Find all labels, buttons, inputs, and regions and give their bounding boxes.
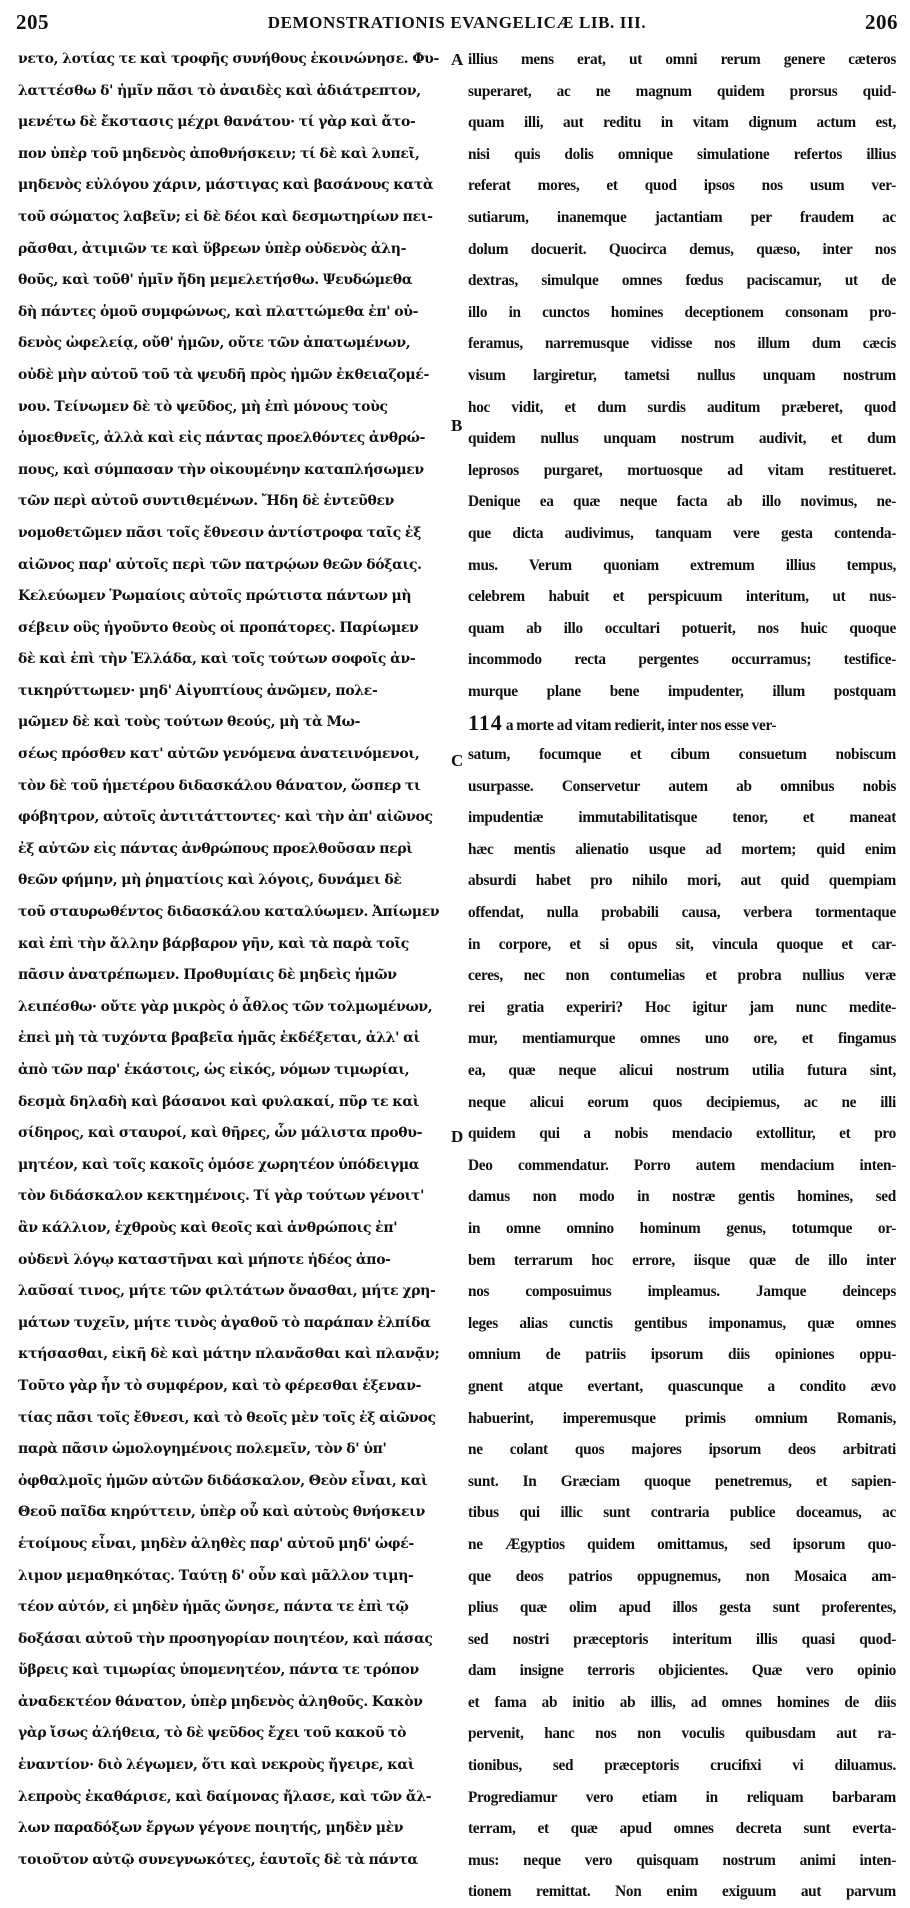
latin-line: dolum docuerit. Quocirca demus, quæso, inter nos xyxy=(468,240,896,258)
margin-letter-c: C xyxy=(451,751,464,770)
greek-line: αἰῶνος παρ' αὐτοῖς περὶ τῶν πατρῴων θεῶν δόξαις. xyxy=(18,556,422,573)
greek-line: τέον αὐτόν, εἰ μηδὲν ἡμᾶς ὤνησε, πάντα τε ἐπὶ τῷ xyxy=(18,1599,409,1616)
latin-line: dextras, simulque omnes fœdus paciscamur, ut de xyxy=(468,272,896,290)
greek-line: τὸν δὲ τοῦ ἡμετέρου διδασκάλου θάνατον, ὥσπερ τι xyxy=(18,777,421,794)
greek-line: μηδενὸς εὐλόγου χάριν, μάστιγας καὶ βασάνους κατὰ xyxy=(18,177,434,194)
latin-line: plius quæ olim apud illos gesta sunt proferentes, xyxy=(468,1599,896,1617)
latin-line: in omne omnino hominum genus, totumque or- xyxy=(468,1219,896,1237)
latin-line: que deos patrios oppugnemus, non Mosaica am- xyxy=(468,1567,896,1585)
latin-line: nos composuimus impleamus. Jamque deinceps xyxy=(468,1283,896,1301)
greek-line: πον ὑπὲρ τοῦ μηδενὸς ἀποθνήσκειν; τί δὲ καὶ λυπεῖ, xyxy=(18,145,420,162)
greek-line: τικηρύττωμεν· μηδ' Αἰγυπτίους ἀνῶμεν, πολε- xyxy=(18,682,378,699)
latin-line: leprosos purgaret, mortuosque ad vitam restitueret. xyxy=(468,461,896,479)
latin-line: quam illi, aut reditu in vitam dignum actum est, xyxy=(468,114,896,132)
margin-letter-d: D xyxy=(451,1127,464,1146)
latin-line: illo in cunctos homines deceptionem consonam pro- xyxy=(468,303,896,321)
latin-line: damus non modo in nostræ gentis homines, sed xyxy=(468,1188,896,1206)
latin-column xyxy=(468,44,896,1908)
greek-line: ὕβρεις καὶ τιμωρίας ὑπομενητέον, πάντα τε τρόπον xyxy=(18,1662,419,1679)
latin-line: feramus, narremusque vidisse nos illum dum cæcis xyxy=(468,335,896,353)
greek-line: φόβητρον, αὐτοῖς ἀντιτάττοντες· καὶ τὴν ἀπ' αἰῶνος xyxy=(18,809,433,826)
latin-line: usurpasse. Conservetur autem ab omnibus nobis xyxy=(468,777,896,795)
greek-line: θοῦς, καὶ τοῦθ' ἡμῖν ἤδη μεμελετήσθω. Ψευδώμεθα xyxy=(18,272,413,289)
greek-line: δεσμὰ δηλαδὴ καὶ βάσανοι καὶ φυλακαί, πῦρ τε καὶ xyxy=(18,1093,420,1110)
greek-line: ἀπὸ τῶν παρ' ἑκάστοις, ὡς εἰκός, νόμων τιμωρίαι, xyxy=(18,1062,410,1078)
latin-line: superaret, ac ne magnum quidem prorsus quid- xyxy=(468,82,896,100)
latin-line: quidem nullus unquam nostrum audivit, et dum xyxy=(468,430,896,448)
latin-line: pervenit, hanc nos non voculis quibusdam aut ra- xyxy=(468,1725,896,1743)
greek-line: λεπροὺς ἐκαθάρισε, καὶ δαίμονας ἤλασε, καὶ τῶν ἄλ- xyxy=(18,1788,432,1805)
latin-line: celebrem habuit et perspicuum interitum, ut nus- xyxy=(468,588,896,606)
greek-line: μάτων τυχεῖν, μήτε τινὸς ἀγαθοῦ τὸ παράπαν ἐλπίδα xyxy=(18,1314,431,1331)
greek-line: Θεοῦ παῖδα κηρύττειν, ὑπὲρ οὗ καὶ αὐτοὺς θνήσκειν xyxy=(18,1504,425,1521)
greek-line: σέβειν οὓς ἡγοῦντο θεοὺς οἱ προπάτορες. Παρίωμεν xyxy=(18,619,419,636)
latin-line: hæc mentis alienatio usque ad mortem; quid enim xyxy=(468,840,896,858)
latin-line: dam insigne terroris objicientes. Quæ vero opinio xyxy=(468,1662,896,1680)
latin-line: offendat, nulla probabili causa, verbera tormentaque xyxy=(468,904,896,922)
greek-line: ἀναδεκτέον θάνατον, ὑπὲρ μηδενὸς ἀληθοῦς. Κακὸν xyxy=(18,1693,423,1710)
latin-line: et fama ab initio ab illis, ad omnes homines de diis xyxy=(468,1693,896,1711)
latin-line: terram, et quæ apud omnes decreta sunt everta- xyxy=(468,1820,896,1838)
greek-line: παρὰ πᾶσιν ὡμολογημένοις πολεμεῖν, τὸν δ' ὑπ' xyxy=(18,1441,387,1458)
greek-line: ὀφθαλμοῖς ἡμῶν αὐτῶν διδάσκαλον, Θεὸν εἶναι, καὶ xyxy=(18,1472,428,1489)
latin-line: rei gratia experiri? Hoc igitur jam nunc medite- xyxy=(468,998,896,1016)
greek-line: τῶν περὶ αὐτοῦ συντιθεμένων. Ἤδη δὲ ἐντεῦθεν xyxy=(18,493,394,510)
greek-line: τοῦ σταυρωθέντος διδασκάλου καταλύωμεν. Ἀπίωμεν xyxy=(18,904,440,921)
latin-line: habuerint, imperemusque primis omnium Romanis, xyxy=(468,1409,896,1427)
greek-line: οὐδὲ μὴν αὐτοῦ τοῦ τὰ ψευδῆ πρὸς ἡμῶν ἐκθειαζομέ- xyxy=(18,366,429,383)
latin-line: absurdi habet pro nihilo mori, aut quid quempiam xyxy=(468,872,896,890)
latin-line: ne Ægyptios quidem omittamus, sed ipsorum quo- xyxy=(468,1535,896,1553)
page-reference-number: 114 xyxy=(468,710,503,736)
greek-line: ρᾶσθαι, ἀτιμιῶν τε καὶ ὕβρεων ὑπὲρ οὐδενὸς ἀλη- xyxy=(18,240,407,257)
latin-line: ceres, nec non contumelias et probra nullius veræ xyxy=(468,967,896,985)
greek-line: Κελεύωμεν Ῥωμαίοις αὐτοῖς πρώτιστα πάντων μὴ xyxy=(18,588,412,605)
latin-line-with-ref xyxy=(468,707,896,739)
greek-line: δὲ καὶ ἐπὶ τὴν Ἑλλάδα, καὶ τοῖς τούτων σοφοῖς ἀν- xyxy=(18,651,416,668)
latin-line: sutiarum, inanemque jactantiam per fraudem ac xyxy=(468,208,896,226)
latin-line: hoc vidit, et dum surdis auditum præberet, quod xyxy=(468,398,896,416)
greek-line: ὁμοεθνεῖς, ἀλλὰ καὶ εἰς πάντας προελθόντες ἀνθρώ- xyxy=(18,430,426,447)
greek-line: πᾶσιν ἀνατρέπωμεν. Προθυμίαις δὲ μηδεὶς ἡμῶν xyxy=(18,967,397,984)
latin-line: visum largiretur, tametsi nullus unquam nostrum xyxy=(468,366,896,384)
greek-line: νομοθετῶμεν πᾶσι τοῖς ἔθνεσιν ἀντίστροφα ταῖς ἐξ xyxy=(18,524,422,541)
latin-line: gnent atque evertant, quascunque a condito ævo xyxy=(468,1377,896,1395)
latin-line: quam ab illo occultari potuerit, nos huic quoque xyxy=(468,619,896,637)
greek-line: λειπέσθω· οὔτε γὰρ μικρὸς ὁ ἆθλος τῶν τολμωμένων, xyxy=(18,998,433,1015)
greek-line: ἐπεὶ μὴ τὰ τυχόντα βραβεῖα ἡμᾶς ἐκδέξεται, ἀλλ' αἱ xyxy=(18,1030,420,1047)
latin-line: tibus qui illic sunt contraria publice doceamus, ac xyxy=(468,1504,896,1522)
latin-line: sunt. In Græciam quoque penetremus, et sapien- xyxy=(468,1472,896,1490)
greek-line: τοῦ σώματος λαβεῖν; εἰ δὲ δέοι καὶ δεσμωτηρίων πει- xyxy=(18,208,433,225)
greek-line: τὸν διδάσκαλον κεκτημένοις. Τί γὰρ τούτων γένοιτ' xyxy=(18,1188,425,1205)
margin-letter-b: B xyxy=(451,416,463,435)
margin-letter-a: A xyxy=(451,50,464,69)
greek-line: γὰρ ἴσως ἀλήθεια, τὸ δὲ ψεῦδος ἔχει τοῦ κακοῦ τὸ xyxy=(18,1725,407,1742)
latin-line: a morte ad vitam redierit, inter nos esse ver- xyxy=(505,717,777,735)
latin-line: bem terrarum hoc errore, iisque quæ de illo inter xyxy=(468,1251,896,1269)
greek-line: πους, καὶ σύμπασαν τὴν οἰκουμένην καταπλήσωμεν xyxy=(18,461,424,478)
latin-line: Denique ea quæ neque facta ab illo novimus, ne- xyxy=(468,493,896,511)
latin-block-before-ref xyxy=(468,44,896,707)
greek-line: δοξάσαι αὐτοῦ τὴν προσηγορίαν ποιητέον, καὶ πάσας xyxy=(18,1630,433,1647)
latin-line: mur, mentiamurque omnes uno ore, et fingamus xyxy=(468,1030,896,1048)
greek-line: σέως πρόσθεν κατ' αὐτῶν γενόμενα ἀνατεινόμενοι, xyxy=(18,746,420,763)
latin-line: nisi quis dolis omnique simulatione refertos illius xyxy=(468,145,896,163)
greek-line: ἐξ αὐτῶν εἰς πάντας ἀνθρώπους προελθοῦσαν περὶ xyxy=(18,840,413,857)
latin-line: mus: neque vero quisquam nostrum animi inten- xyxy=(468,1851,896,1869)
greek-line: λων παραδόξων ἔργων γέγονε ποιητής, μηδὲν μὲν xyxy=(18,1820,404,1837)
latin-line: murque plane bene impudenter, illum postquam xyxy=(468,682,896,700)
greek-line: τοιοῦτον αὐτῷ συνεγνωκότες, ἑαυτοῖς δὲ τὰ πάντα xyxy=(18,1851,418,1868)
latin-line: referat mores, et quod ipsos nos usum ver- xyxy=(468,177,896,195)
greek-line: τίας πᾶσι τοῖς ἔθνεσι, καὶ τὸ θεοῖς μὲν τοῖς ἐξ αἰῶνος xyxy=(18,1409,436,1426)
running-title: DEMONSTRATIONIS EVANGELICÆ LIB. III. xyxy=(267,13,647,32)
latin-line: in corpore, et si opus sit, vincula quoque et car- xyxy=(468,935,896,953)
greek-line: νετο, λοτίας τε καὶ τροφῆς συνήθους ἐκοινώνησε. Φυ- xyxy=(18,51,440,67)
latin-line: neque alicui eorum quos decipiemus, ac ne illi xyxy=(468,1093,896,1111)
latin-line: Progrediamur vero etiam in reliquam barbaram xyxy=(468,1788,896,1806)
greek-line: καὶ ἐπὶ τὴν ἄλλην βάρβαρον γῆν, καὶ τὰ παρὰ τοῖς xyxy=(18,935,409,952)
greek-line: μενέτω δὲ ἔκστασις μέχρι θανάτου· τί γὰρ καὶ ἄτο- xyxy=(18,114,416,131)
latin-line: leges alias cunctis gentibus imponamus, quæ omnes xyxy=(468,1314,896,1332)
latin-line: que dicta audivimus, tanquam vere gesta contenda- xyxy=(468,524,896,542)
latin-line: satum, focumque et cibum consuetum nobiscum xyxy=(468,746,896,764)
running-header xyxy=(16,10,898,40)
greek-line: οὐδενὶ λόγῳ καταστῆναι καὶ μήποτε ἡδέος ἀπο- xyxy=(18,1251,391,1268)
greek-line: λαττέσθω δ' ἡμῖν πᾶσι τὸ ἀναιδὲς καὶ ἀδιάτρεπτον, xyxy=(18,82,421,99)
greek-line: Τοῦτο γὰρ ἦν τὸ συμφέρον, καὶ τὸ φέρεσθαι ἐξεναν- xyxy=(18,1377,422,1394)
latin-line: tionem remittat. Non enim exiguum aut parvum xyxy=(468,1883,896,1901)
greek-line: ἐναντίον· διὸ λέγωμεν, ὅτι καὶ νεκροὺς ἤγειρε, καὶ xyxy=(18,1757,415,1774)
greek-line: σίδηρος, καὶ σταυροί, καὶ θῆρες, ὧν μάλιστα προθυ- xyxy=(18,1125,423,1142)
greek-line: λαῦσαί τινος, μήτε τῶν φιλτάτων ὄνασθαι, μήτε χρη- xyxy=(18,1283,436,1300)
page-number-left: 205 xyxy=(16,10,49,34)
latin-line: mus. Verum quoniam extremum illius tempus, xyxy=(468,556,896,574)
latin-line: tionibus, sed præceptoris cruciﬁxi vi diluamus. xyxy=(468,1757,896,1775)
latin-line: Deo commendatur. Porro autem mendacium inten- xyxy=(468,1156,896,1174)
latin-line: quidem qui a nobis mendacio extollitur, et pro xyxy=(468,1125,896,1143)
latin-line: illius mens erat, ut omni rerum genere cæteros xyxy=(468,51,896,68)
latin-block-after-ref xyxy=(468,739,896,1908)
greek-line: δὴ πάντες ὁμοῦ συμφώνως, καὶ πλαττώμεθα ἐπ' οὐ- xyxy=(18,303,419,320)
latin-line: impudentiæ immutabilitatisque tenor, et maneat xyxy=(468,809,896,827)
greek-line: λιμον μεμαθηκότας. Ταύτῃ δ' οὖν καὶ μᾶλλον τιμη- xyxy=(18,1567,414,1584)
greek-line: δενὸς ὠφελείᾳ, οὔθ' ἡμῶν, οὔτε τῶν ἀπατωμένων, xyxy=(18,335,411,352)
greek-line: κτήσασθαι, εἰκῆ δὲ καὶ μάτην πλανᾶσθαι καὶ πλανᾷν; xyxy=(18,1346,440,1363)
greek-line: ἂν κάλλιον, ἐχθροὺς καὶ θεοῖς καὶ ἀνθρώποις ἐπ' xyxy=(18,1219,398,1236)
page-number-right: 206 xyxy=(865,10,898,34)
greek-line: ἑτοίμους εἶναι, μηδὲν ἀληθὲς παρ' αὐτοῦ μηδ' ὠφέ- xyxy=(18,1535,414,1552)
greek-line: θεῶν φήμην, μὴ ῥηματίοις καὶ λόγοις, δυνάμει δὲ xyxy=(18,872,402,889)
greek-line: μητέον, καὶ τοῖς κακοῖς ὁμόσε χωρητέον ὑπόδειγμα xyxy=(18,1156,420,1173)
greek-line: νου. Τείνωμεν δὲ τὸ ψεῦδος, μὴ ἐπὶ μόνους τοὺς xyxy=(18,398,388,415)
latin-line: ne colant quos majores ipsorum deos arbitrati xyxy=(468,1441,896,1459)
greek-line: μῶμεν δὲ καὶ τοὺς τούτων θεούς, μὴ τὰ Μω- xyxy=(18,714,361,731)
latin-line: ea, quæ neque alicui nostrum utilia futura sint, xyxy=(468,1062,896,1079)
latin-line: omnium de patriis ipsorum diis opiniones oppu- xyxy=(468,1346,896,1364)
greek-column xyxy=(18,44,448,1876)
latin-line: sed nostri præceptoris interitum illis quasi quod- xyxy=(468,1630,896,1648)
latin-line: incommodo recta pergentes occurramus; testifice- xyxy=(468,651,896,669)
